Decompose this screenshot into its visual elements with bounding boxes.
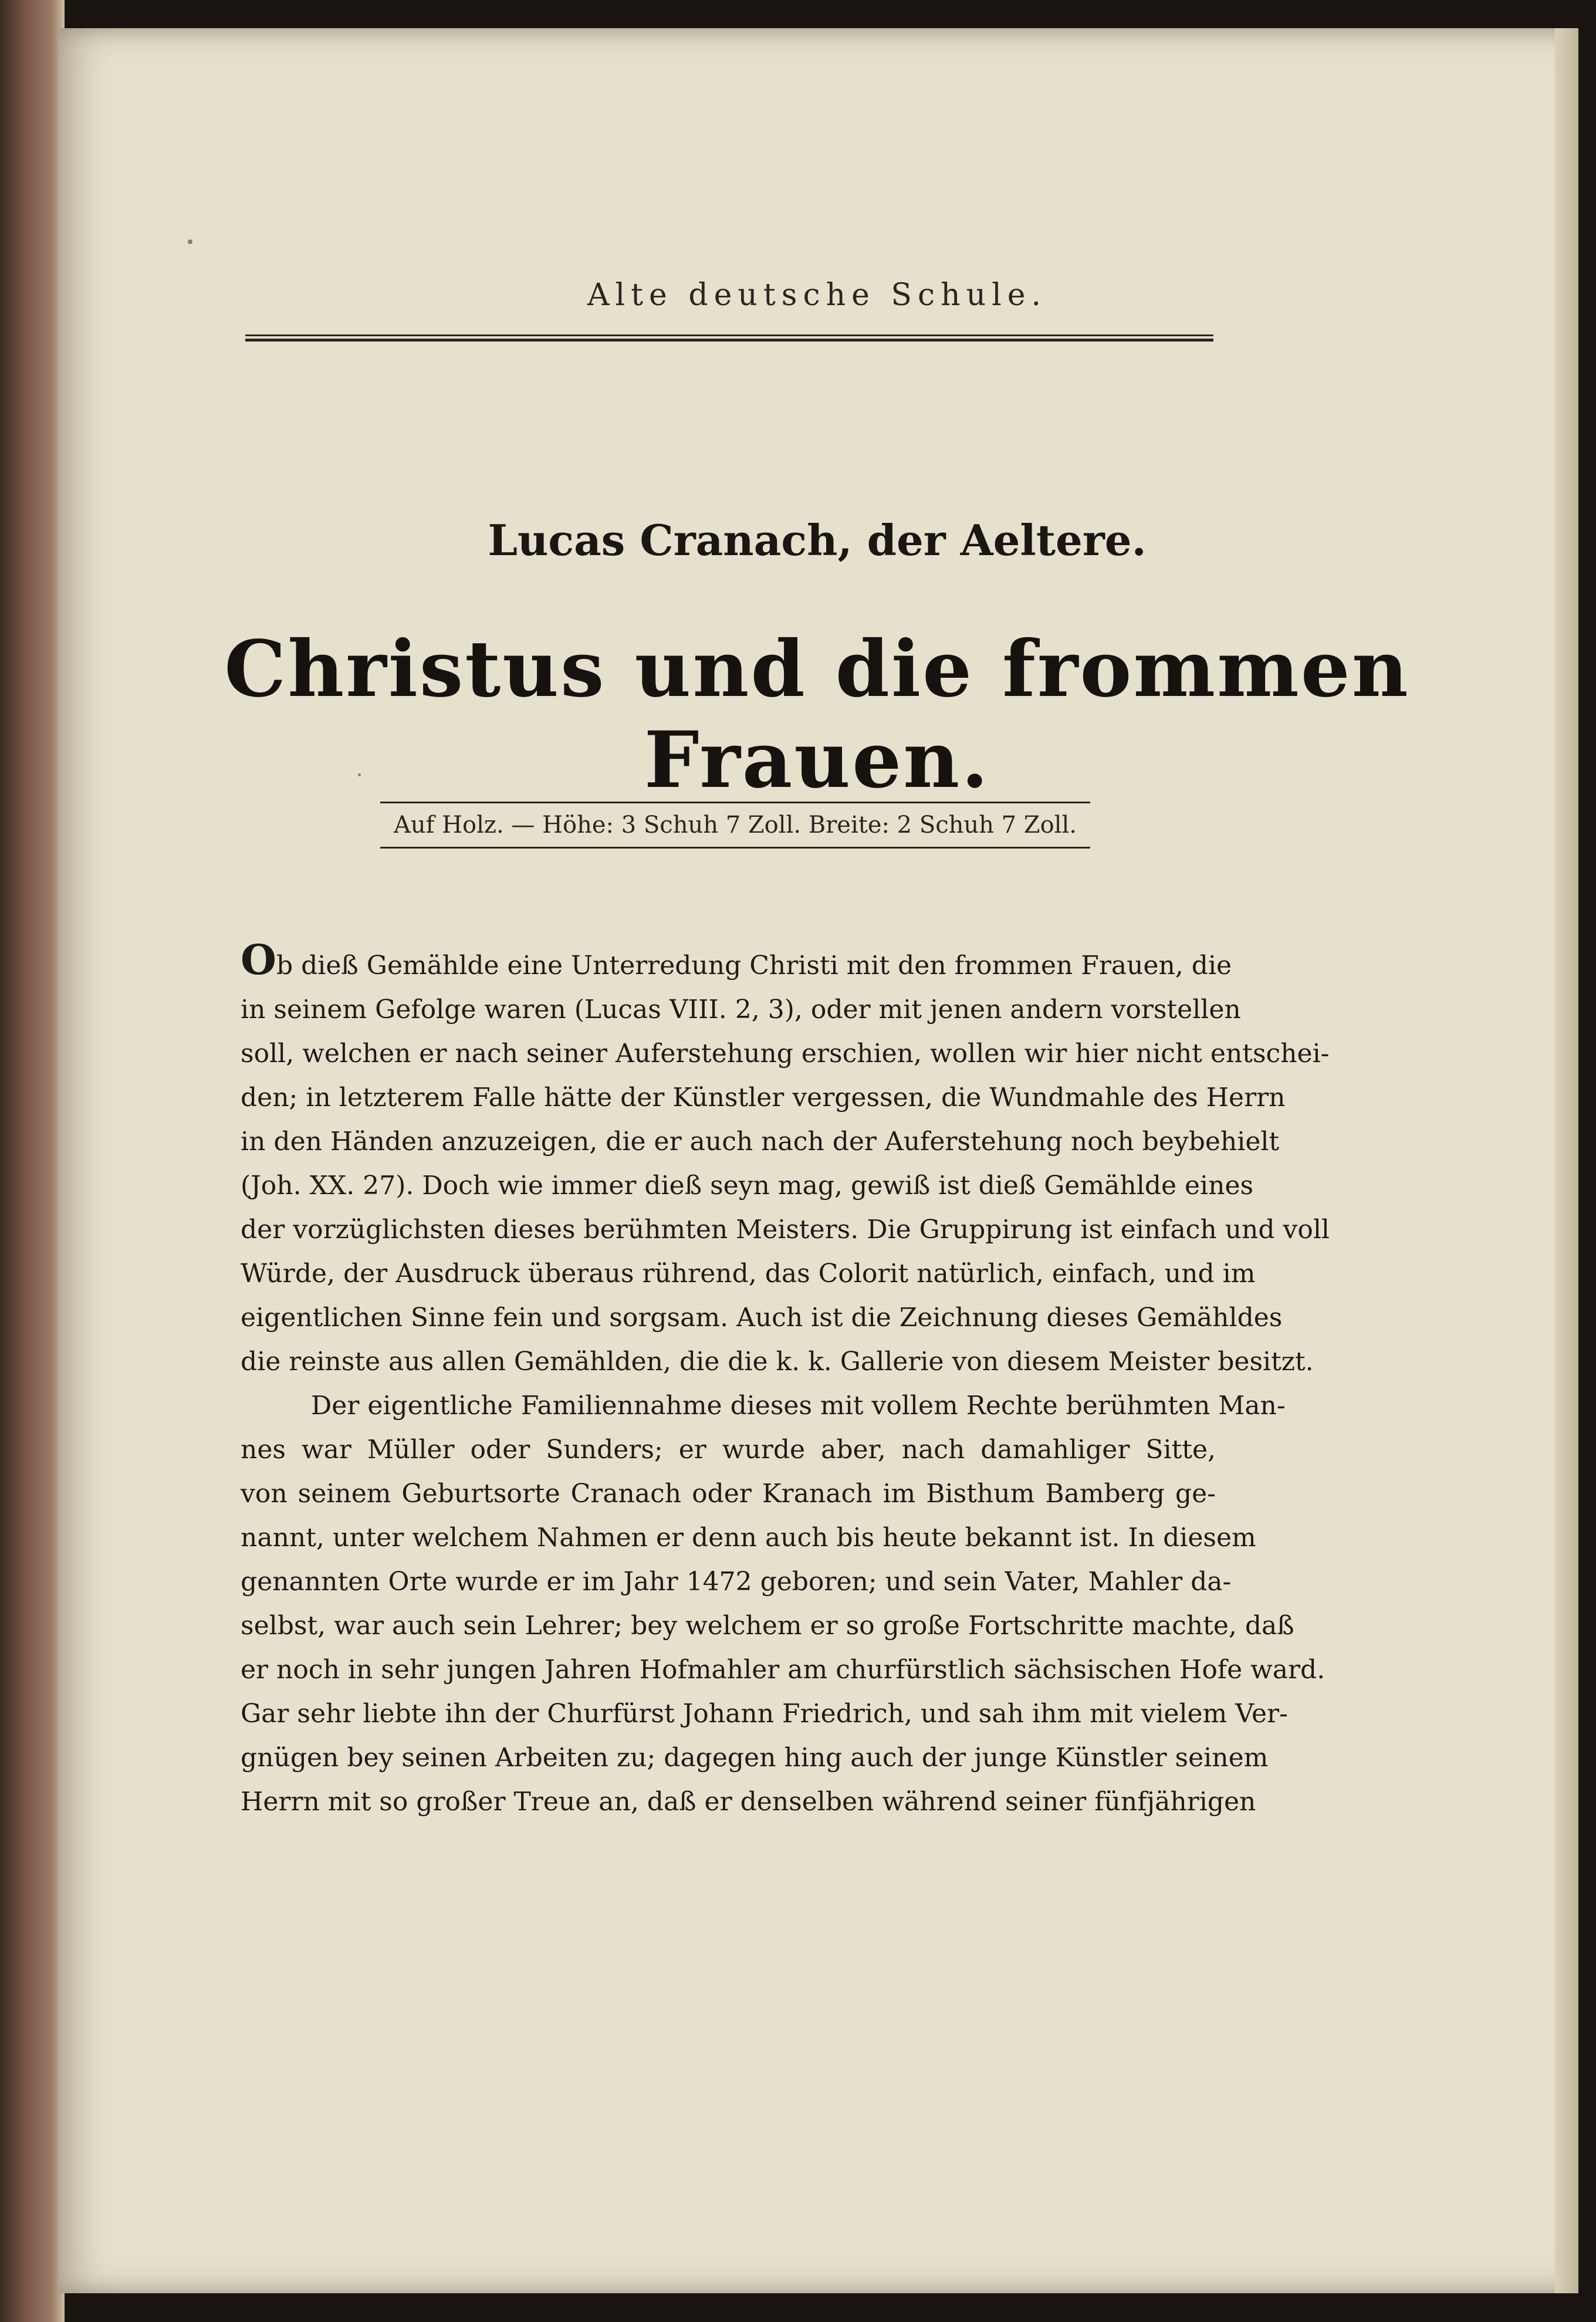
body-line: (Joh. XX. 27). Doch wie immer dieß seyn mag, gewiß ist dieß Gemählde eines [241,1171,1254,1201]
body-line: Ob dieß Gemählde eine Unterredung Christi mit den frommen Frauen, die [241,935,1232,984]
body-line: von seinem Geburtsorte Cranach oder Kranach im Bisthum Bamberg ge- [241,1479,1216,1509]
running-header: Alte deutsche Schule. [587,278,1047,313]
body-line: in seinem Gefolge waren (Lucas VIII. 2, 3), oder mit jenen andern vorstellen [241,995,1241,1025]
body-line: den; in letzterem Falle hätte der Künstler vergessen, die Wundmahle des Herrn [241,1083,1286,1113]
book-spine-edge [0,0,65,2322]
header-double-rule [245,334,1213,342]
drop-cap: O [241,935,276,984]
body-line: Der eigentliche Familiennahme dieses mit vollem Rechte berühmten Man- [311,1391,1286,1421]
page-fore-edge [1555,28,1578,2293]
body-line: nannt, unter welchem Nahmen er denn auch bis heute bekannt ist. In diesem [241,1523,1256,1553]
body-line: gnügen bey seinen Arbeiten zu; dagegen hing auch der junge Künstler seinem [241,1743,1269,1773]
body-line: der vorzüglichsten dieses berühmten Meisters. Die Gruppirung ist einfach und voll [241,1215,1330,1245]
paper-spot [188,239,192,244]
body-line: die reinste aus allen Gemählden, die die k. k. Gallerie von diesem Meister besitzt. [241,1347,1314,1377]
dimensions-box [380,802,1090,849]
body-line: Gar sehr liebte ihn der Churfürst Johann Friedrich, und sah ihm mit vielem Ver- [241,1699,1288,1729]
body-line: soll, welchen er nach seiner Auferstehung erschien, wollen wir hier nicht entschei- [241,1039,1330,1069]
artwork-title: Christus und die frommen Frauen. [224,624,1410,806]
paper-page [59,28,1575,2293]
artist-name: Lucas Cranach, der Aeltere. [488,515,1147,565]
body-line: genannten Orte wurde er im Jahr 1472 geboren; und sein Vater, Mahler da- [241,1567,1232,1597]
body-line: in den Händen anzuzeigen, die er auch nach der Auferstehung noch beybehielt [241,1127,1280,1157]
body-text [241,935,1330,1824]
body-line: Herrn mit so großer Treue an, daß er denselben während seiner fünfjährigen [241,1787,1256,1817]
body-line: selbst, war auch sein Lehrer; bey welchem er so große Fortschritte machte, daß [241,1611,1294,1641]
body-line: nes war Müller oder Sunders; er wurde aber, nach damahliger Sitte, [241,1435,1216,1465]
body-line: eigentlichen Sinne fein und sorgsam. Auch ist die Zeichnung dieses Gemähldes [241,1303,1283,1333]
body-line: er noch in sehr jungen Jahren Hofmahler am churfürstlich sächsischen Hofe ward. [241,1655,1326,1685]
dimensions-text: Auf Holz. — Höhe: 3 Schuh 7 Zoll. Breite: 2 Schuh 7 Zoll. [394,812,1077,839]
body-line: Würde, der Ausdruck überaus rührend, das Colorit natürlich, einfach, und im [241,1259,1256,1289]
paper-spot [358,773,361,776]
